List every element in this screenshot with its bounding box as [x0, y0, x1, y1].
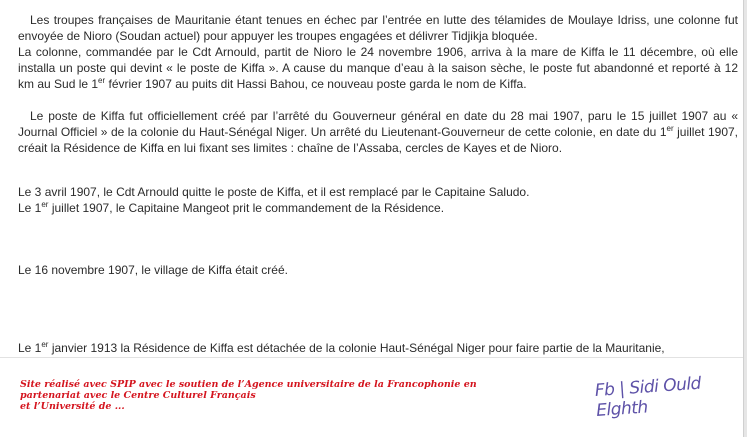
paragraph-residence — [18, 340, 738, 356]
divider — [0, 357, 747, 358]
paragraph-troupes — [18, 12, 738, 92]
superscript: er — [666, 124, 674, 133]
scrollbar[interactable] — [743, 0, 747, 437]
signature-watermark: Fb | Sidi Ould Elghth — [594, 373, 702, 421]
paragraph-village — [18, 262, 738, 278]
footer-credit — [20, 379, 540, 412]
paragraph-text: février 1907 au puits dit Hassi Bahou, ce nouveau poste garda le nom de Kiffa. — [105, 77, 527, 91]
footer-credit-line: et l’Université de ... — [20, 401, 125, 412]
paragraph-text: Le 1 — [18, 201, 42, 215]
footer-credit-line: Site réalisé avec SPIP avec le soutien de l’Agence universitaire de la Francophonie en — [20, 379, 477, 390]
paragraph-text: La colonne, commandée par le Cdt Arnould, partit de Nioro le 24 novembre 1906, arriva à la mare de Kiffa le 11 décembre, où elle installa un poste qui devint « le poste de Kiffa ». A cause du manque d’eau à la saison sèche, le poste fut abandonné et reporté à 12 km au Sud le 1 — [18, 45, 738, 91]
paragraph-colonne — [18, 44, 738, 92]
paragraph-creation-poste — [18, 108, 738, 156]
paragraph-text: Le poste de Kiffa fut officiellement créé par l’arrêté du Gouverneur général en date du 28 mai 1907, paru le 15 juillet 1907 au « Journal Officiel » de la colonie du Haut-Sénégal Niger. Un arrêté du Lieutenant-Gouverneur de cette colonie, en date du 1 — [18, 109, 738, 139]
paragraph-text: Le 3 avril 1907, le Cdt Arnould quitte le poste de Kiffa, et il est remplacé par le Capitaine Saludo. — [18, 185, 530, 199]
paragraph-text: Les troupes françaises de Mauritanie étant tenues en échec par l’entrée en lutte des télamides de Moulaye Idriss, une colonne fut envoyée de Nioro (Soudan actuel) pour appuyer les troupes engagées et délivrer Tidjikja bloquée. — [18, 13, 738, 43]
footer-credit-line: partenariat avec le Centre Culturel Français — [20, 390, 256, 401]
superscript: er — [98, 76, 106, 85]
paragraph-text: Le 1 — [18, 341, 42, 355]
paragraph-text: juillet 1907, le Capitaine Mangeot prit le commandement de la Résidence. — [48, 201, 445, 215]
paragraph-text: janvier 1913 la Résidence de Kiffa est détachée de la colonie Haut-Sénégal Niger pour faire partie de la Mauritanie, — [48, 341, 665, 355]
superscript: er — [41, 200, 49, 209]
superscript: er — [41, 340, 49, 349]
paragraph-text: Le 16 novembre 1907, le village de Kiffa était créé. — [18, 263, 288, 277]
paragraph-text: juillet 1907, créait la Résidence de Kiffa en lui fixant ses limites : chaîne de l’Assaba, cercles de Kayes et de Nioro. — [18, 125, 738, 155]
paragraph-commandement — [18, 184, 738, 216]
